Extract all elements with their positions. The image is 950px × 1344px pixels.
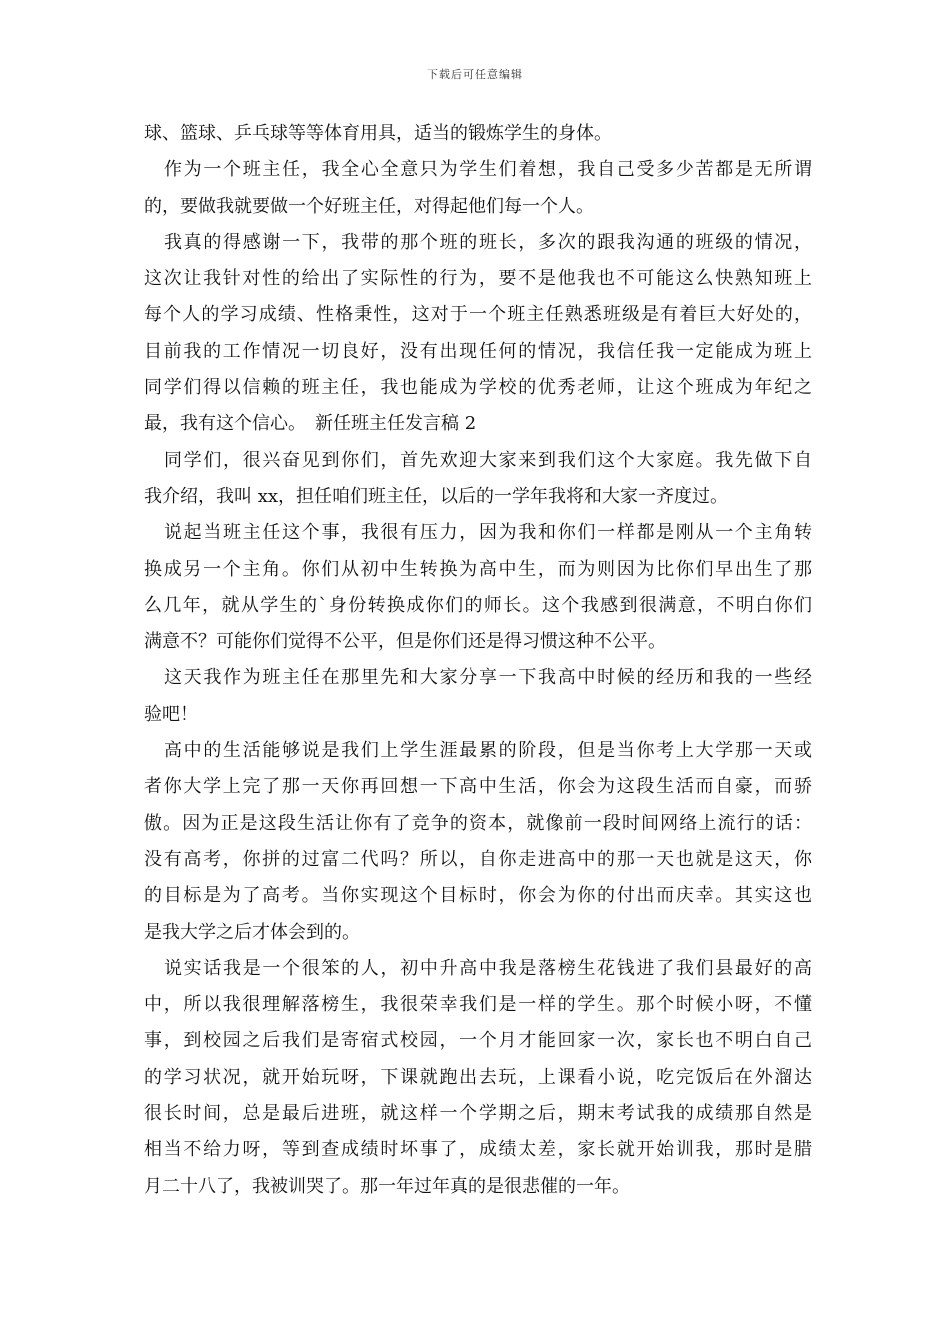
page-header: 下载后可任意编辑 <box>427 68 523 81</box>
text-line: 中，所以我很理解落榜生，我很荣幸我们是一样的学生。那个时候小呀，不懂 <box>144 994 812 1016</box>
text-line: 的学习状况，就开始玩呀，下课就跑出去玩，上课看小说，吃完饭后在外溜达 <box>144 1066 812 1088</box>
text-line: 同学们，很兴奋见到你们，首先欢迎大家来到我们这个大家庭。我先做下自 <box>164 449 812 471</box>
text-line: 高中的生活能够说是我们上学生涯最累的阶段，但是当你考上大学那一天或 <box>164 740 812 762</box>
text-line: 这次让我针对性的给出了实际性的行为，要不是他我也不可能这么快熟知班上 <box>144 268 812 290</box>
text-line: 我介绍，我叫 xx，担任咱们班主任，以后的一学年我将和大家一齐度过。 <box>144 485 729 507</box>
text-line: 没有高考，你拼的过富二代吗？所以，自你走进高中的那一天也就是这天，你 <box>144 848 812 870</box>
text-line: 我真的得感谢一下，我带的那个班的班长，多次的跟我沟通的班级的情况， <box>164 231 812 253</box>
text-line: 最，我有这个信心。 新任班主任发言稿 2 <box>144 413 477 435</box>
text-line: 满意不？可能你们觉得不公平，但是你们还是得习惯这种不公平。 <box>144 631 666 653</box>
text-line: 相当不给力呀，等到查成绩时坏事了，成绩太差，家长就开始训我，那时是腊 <box>144 1139 812 1161</box>
text-line: 傲。因为正是这段生活让你有了竞争的资本，就像前一段时间网络上流行的话： <box>144 812 812 834</box>
text-line: 作为一个班主任，我全心全意只为学生们着想，我自己受多少苦都是无所谓 <box>164 159 812 181</box>
text-line: 目前我的工作情况一切良好，没有出现任何的情况，我信任我一定能成为班上 <box>144 340 812 362</box>
text-line: 每个人的学习成绩、性格秉性，这对于一个班主任熟悉班级是有着巨大好处的， <box>144 304 812 326</box>
text-line: 这天我作为班主任在那里先和大家分享一下我高中时候的经历和我的一些经 <box>164 667 812 689</box>
text-line: 事，到校园之后我们是寄宿式校园，一个月才能回家一次，家长也不明白自己 <box>144 1030 812 1052</box>
text-line: 换成另一个主角。你们从初中生转换为高中生，而为则因为比你们早出生了那 <box>144 558 812 580</box>
text-line: 很长时间，总是最后进班，就这样一个学期之后，期末考试我的成绩那自然是 <box>144 1103 812 1125</box>
document-body <box>144 116 812 1205</box>
text-line: 的目标是为了高考。当你实现这个目标时，你会为你的付出而庆幸。其实这也 <box>144 885 812 907</box>
text-line: 同学们得以信赖的班主任，我也能成为学校的优秀老师，让这个班成为年纪之 <box>144 377 812 399</box>
text-line: 月二十八了，我被训哭了。那一年过年真的是很悲催的一年。 <box>144 1175 630 1197</box>
text-line: 说起当班主任这个事，我很有压力，因为我和你们一样都是刚从一个主角转 <box>164 522 812 544</box>
text-line: 说实话我是一个很笨的人，初中升高中我是落榜生花钱进了我们县最好的高 <box>164 957 812 979</box>
text-line: 是我大学之后才体会到的。 <box>144 921 360 943</box>
text-line: 么几年，就从学生的`身份转换成你们的师长。这个我感到很满意，不明白你们 <box>144 594 812 616</box>
text-line: 球、篮球、乒乓球等等体育用具，适当的锻炼学生的身体。 <box>144 123 612 144</box>
text-line: 者你大学上完了那一天你再回想一下高中生活，你会为这段生活而自豪，而骄 <box>144 776 812 798</box>
text-line: 的，要做我就要做一个好班主任，对得起他们每一个人。 <box>144 195 594 217</box>
text-line: 验吧！ <box>144 703 198 725</box>
